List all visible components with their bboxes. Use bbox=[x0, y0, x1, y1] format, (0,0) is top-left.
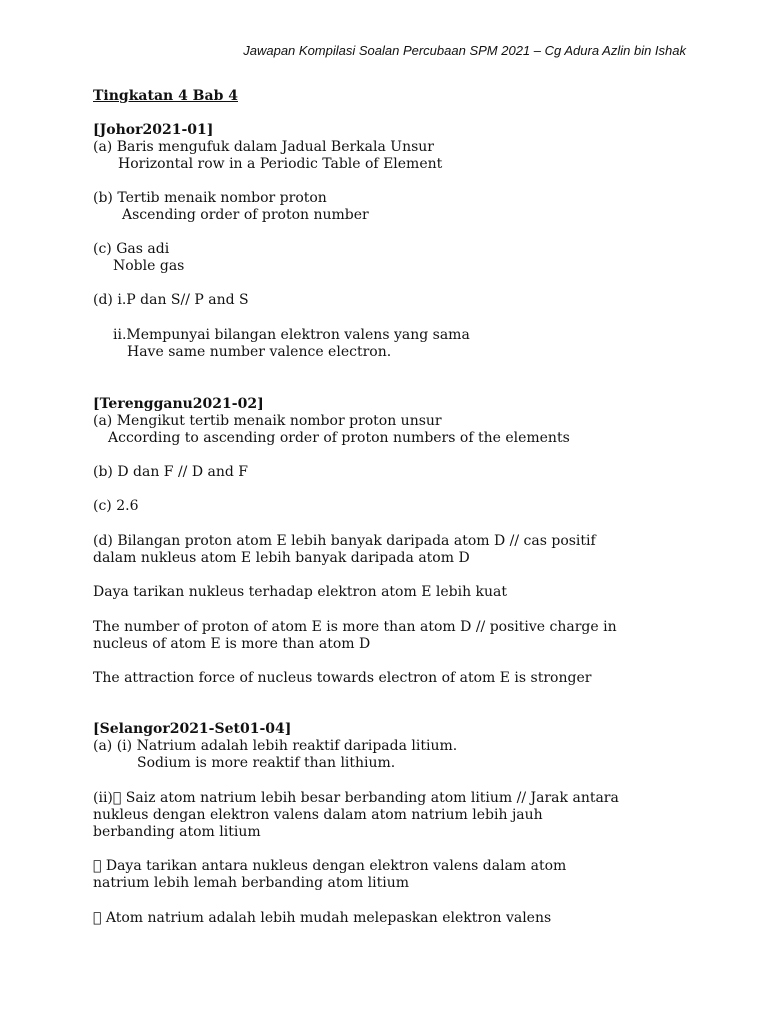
answer-line: Atom natrium adalah lebih mudah melepaskan elektron valens bbox=[93, 910, 539, 926]
answer-line: (a) (i) Natrium adalah lebih reaktif daripada litium. bbox=[93, 738, 458, 754]
section-heading-johor: [Johor2021-01] bbox=[93, 122, 214, 138]
answer-line: The attraction force of nucleus towards electron of atom E is stronger bbox=[93, 670, 592, 686]
section-heading-selangor: [Selangor2021-Set01-04] bbox=[93, 721, 292, 737]
answer-line: (d) i.P dan S// P and S bbox=[93, 292, 249, 308]
answer-line: Horizontal row in a Periodic Table of Element bbox=[118, 156, 443, 172]
answer-line: (c) Gas adi bbox=[93, 241, 170, 257]
answer-line: ii.Mempunyai bilangan elektron valens yang sama bbox=[113, 327, 470, 343]
answer-line: (d) Bilangan proton atom E lebih banyak daripada atom D // cas positif bbox=[93, 533, 596, 549]
answer-line: Have same number valence electron. bbox=[127, 344, 392, 360]
answer-line: Ascending order of proton number bbox=[122, 207, 369, 223]
answer-line: Noble gas bbox=[113, 258, 185, 274]
answer-line: nukleus dengan elektron valens dalam atom natrium lebih jauh bbox=[93, 807, 543, 823]
answer-line: natrium lebih lemah berbanding atom litium bbox=[93, 875, 410, 891]
answer-line: The number of proton of atom E is more than atom D // positive charge in bbox=[93, 619, 617, 635]
answer-line: Sodium is more reaktif than lithium. bbox=[137, 755, 396, 771]
answer-line: (c) 2.6 bbox=[93, 498, 139, 514]
answer-line: (ii) Saiz atom natrium lebih besar berbanding atom litium // Jarak antara bbox=[93, 790, 611, 806]
chapter-title: Tingkatan 4 Bab 4 bbox=[93, 88, 238, 104]
answer-line: berbanding atom litium bbox=[93, 824, 261, 840]
answer-line: According to ascending order of proton numbers of the elements bbox=[108, 430, 570, 446]
answer-line: (b) D dan F // D and F bbox=[93, 464, 248, 480]
answer-line: (b) Tertib menaik nombor proton bbox=[93, 190, 327, 206]
answer-line: Daya tarikan nukleus terhadap elektron atom E lebih kuat bbox=[93, 584, 508, 600]
answer-line: Daya tarikan antara nukleus dengan elektron valens dalam atom bbox=[93, 858, 554, 874]
answer-line: (a) Mengikut tertib menaik nombor proton unsur bbox=[93, 413, 442, 429]
answer-line: dalam nukleus atom E lebih banyak daripada atom D bbox=[93, 550, 470, 566]
answer-line: (a) Baris mengufuk dalam Jadual Berkala Unsur bbox=[93, 139, 434, 155]
page-header: Jawapan Kompilasi Soalan Percubaan SPM 2021 – Cg Adura Azlin bin Ishak bbox=[243, 43, 686, 58]
section-heading-terengganu: [Terengganu2021-02] bbox=[93, 396, 264, 412]
answer-line: nucleus of atom E is more than atom D bbox=[93, 636, 371, 652]
